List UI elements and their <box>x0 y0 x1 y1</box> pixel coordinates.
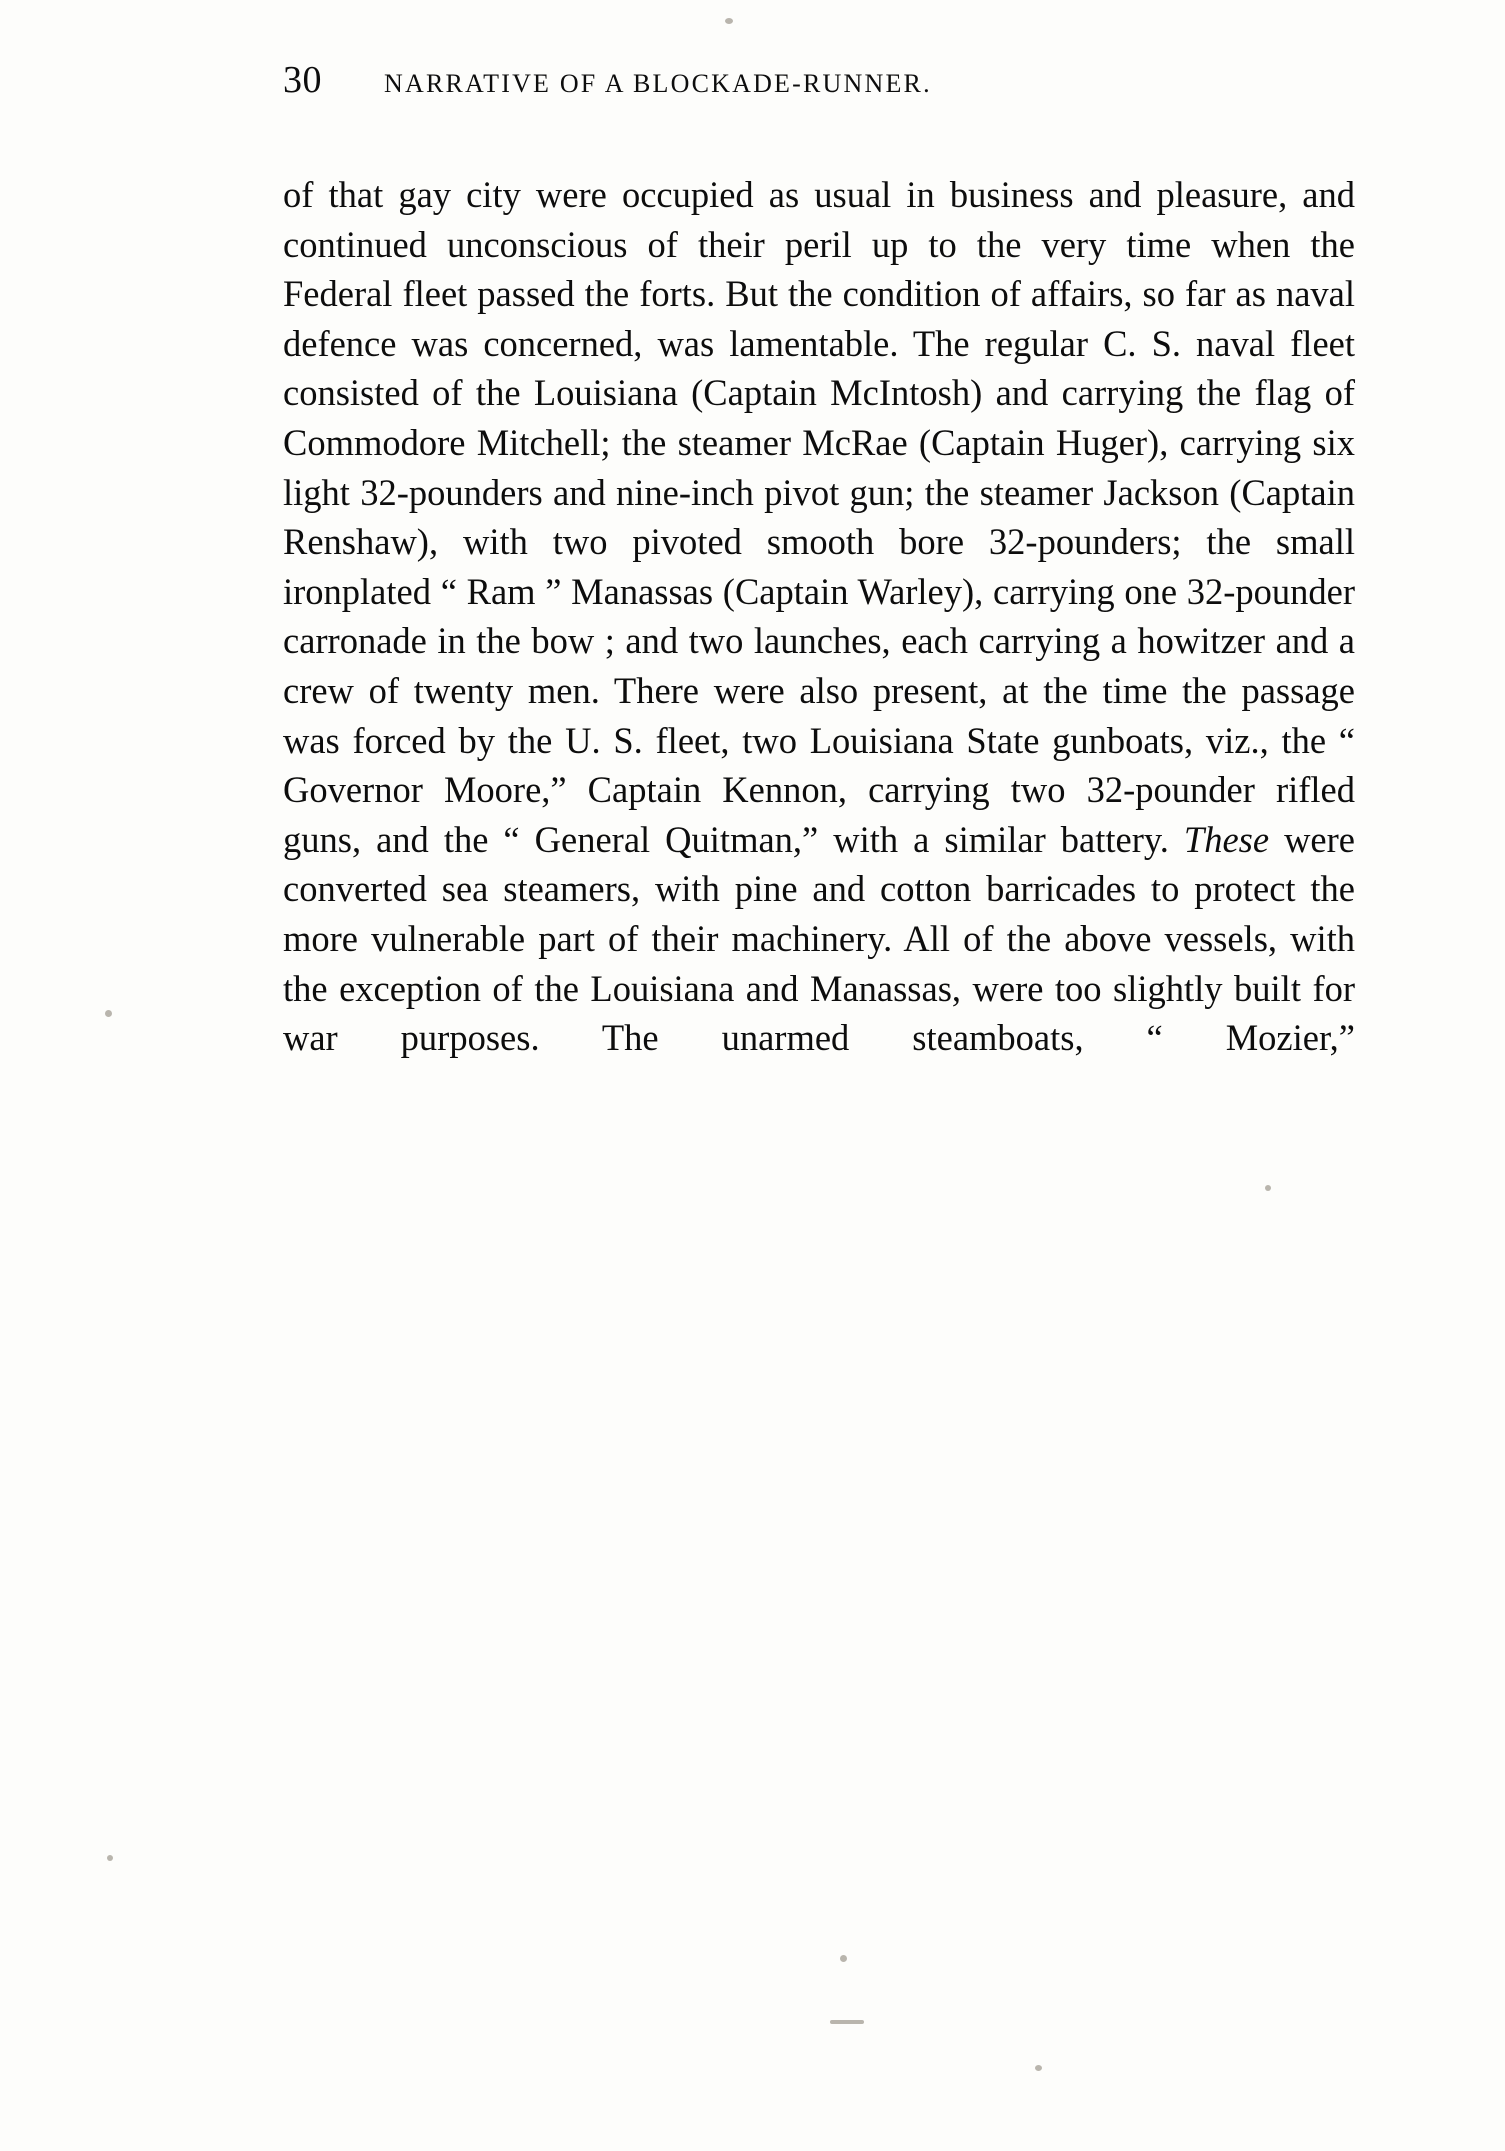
page-number: 30 <box>283 59 322 101</box>
body-text <box>283 170 1355 1112</box>
paper-speck <box>105 1010 112 1017</box>
paragraph-italic: These <box>1183 818 1270 860</box>
paper-speck <box>1265 1185 1271 1191</box>
paragraph <box>283 170 1355 1112</box>
paragraph-part-2: were converted sea steamers, with pine and cotton barricades to protect the more vulnerable part of their machinery. All of the above vessels, with the exception of the Louisiana and Manassas, were too slightly built for war purposes. The unarmed steamboats, “ Mozier,” <box>283 818 1355 1059</box>
paragraph-part-1: of that gay city were occupied as usual in business and pleasure, and continued unconscious of their peril up to the very time when the Federal fleet passed the forts. But the condition of affairs, so far as naval defence was concerned, was lamentable. The regular C. S. naval fleet consisted of the Louisiana (Captain McIntosh) and carrying the flag of Commodore Mitchell; the steamer McRae (Captain Huger), carrying six light 32-pounders and nine-inch pivot gun; the steamer Jackson (Captain Renshaw), with two pivoted smooth bore 32-pounders; the small ironplated “ Ram ” Manassas (Captain Warley), carrying one 32-pounder carronade in the bow ; and two launches, each carrying a howitzer and a crew of twenty men. There were also present, at the time the passage was forced by the U. S. fleet, two Louisiana State gunboats, viz., the “ Governor Moore,” Captain Kennon, carrying two 32-pounder rifled guns, and the “ General Quitman,” with a similar battery. <box>283 174 1355 860</box>
paper-speck <box>107 1855 113 1861</box>
page-header <box>283 58 1243 102</box>
paper-speck <box>725 18 733 24</box>
running-head: NARRATIVE OF A BLOCKADE-RUNNER. <box>384 69 932 98</box>
paper-speck <box>830 2020 864 2024</box>
paper-speck <box>1035 2065 1042 2071</box>
paper-speck <box>840 1955 847 1962</box>
